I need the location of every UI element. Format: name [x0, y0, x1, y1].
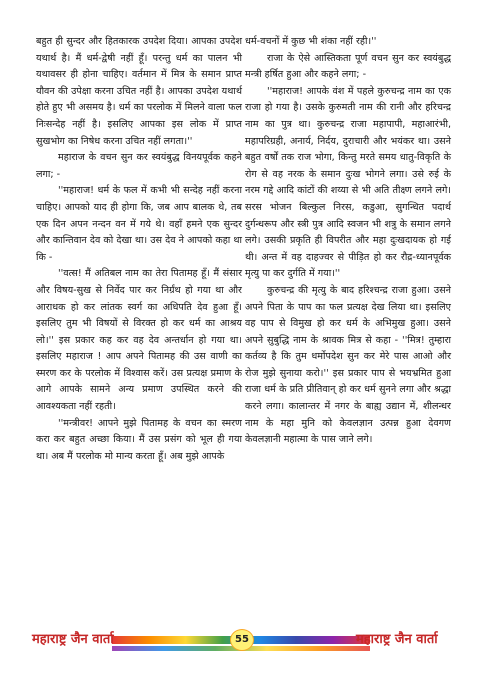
footer-title-right: महाराष्ट्र जैन वार्ता: [356, 632, 438, 647]
paragraph: ''वत्स! मैं अतिबल नाम का तेरा पितामह हूँ। मैं संसार और विषय-सुख से निर्वेद पार कर निर्ग्रंथ हो गया था और आराधक हो कर लांतक स्वर्ग का अधिपति देव हुआ हूँ। इसलिए तुम भी विषयों से विरक्त हो कर धर्म का आश्रय लो।'' इस प्रकार कह कर वह देव अन्तर्धान हो गया था। इसलिए महाराज ! आप अपने पितामह की उस वाणी का स्मरण कर के परलोक में विश्वास करें। उस प्रत्यक्ष प्रमाण के आगे आपके सामने अन्य प्रमाण उपस्थित करने की आवश्यकता नहीं रहती।: [36, 268, 242, 413]
page-footer: [0, 625, 482, 665]
paragraph: ''महाराज! धर्म के फल में कभी भी सन्देह नहीं करना चाहिए। आपको याद ही होगा कि, जब आप बालक थे, तब एक दिन अपन नन्दन वन में गये थे। वहाँ हमने एक सुन्दर और कान्तिवान देव को देखा था। उस देव ने आपको कहा था कि -: [36, 185, 242, 263]
left-column: [36, 34, 242, 465]
footer-title-left: महाराष्ट्र जैन वार्ता: [32, 632, 114, 647]
paragraph: ''महाराज! आपके वंश में पहले कुरुचन्द्र नाम का एक राजा हो गया है। उसके कुरुमती नाम की रानी और हरिचन्द्र नाम का पुत्र था। कुरुचन्द्र राजा महापापी, महाआरंभी, महापरिग्रही, अनार्य, निर्दय, दुराचारी और भयंकर था। उसने बहुत वर्षों तक राज भोगा, किन्तु मरते समय धातु-विकृति के रोग से वह नरक के समान दुःख भोगने लगा। उसे रुई के नरम गद्दे आदि कांटों की शय्या से भी अति तीक्ष्ण लगने लगे। सरस भोजन बिल्कुल निरस, कडुआ, सुगन्धित पदार्थ दुर्गन्धरूप और स्त्री पुत्र आदि स्वजन भी शत्रु के समान लगने लगे। उसकी प्रकृति ही विपरीत और महा दुःखदायक हो गई थी। अन्त में वह दाहज्वर से पीड़ित हो कर रौद्र-ध्यानपूर्वक मृत्यु पा कर दुर्गति में गया।'': [245, 85, 451, 280]
paragraph: धर्म-वचनों में कुछ भी शंका नहीं रही।'': [245, 36, 377, 47]
paragraph: राजा के ऐसे आस्तिकता पूर्ण वचन सुन कर स्वयंबुद्ध मन्त्री हर्षित हुआ और कहने लगा; -: [245, 52, 451, 81]
paragraph: ''मन्त्रीवर! आपने मुझे पितामह के वचन का स्मरण करा कर बहुत अच्छा किया। मैं उस प्रसंग को भूल ही गया था। अब मैं परलोक मो मान्य करता हूँ। अब मुझे आपके: [36, 417, 242, 462]
paragraph: कुरुचन्द्र की मृत्यु के बाद हरिश्चन्द्र राजा हुआ। उसने अपने पिता के पाप का फल प्रत्यक्ष देख लिया था। इसलिए वह पाप से विमुख हो कर धर्म के अभिमुख हुआ। उसने अपने सुबुद्धि नाम के श्रावक मित्र से कहा - ''मित्र! तुम्हारा कर्तव्य है कि तुम धर्मोपदेश सुन कर मेरे पास आओ और रोज मुझे सुनाया करो।'' इस प्रकार पाप से भयभ्रमित हुआ राजा धर्म के प्रति प्रीतिवान् हो कर धर्म सुनने लगा और श्रद्धा करने लगा। कालान्तर में नगर के बाह्य उद्यान में, शीलन्धर नाम के महा मुनि को केवलज्ञान उत्पन्न हुआ देवगण केवलज्ञानी महात्मा के पास जाने लगे।: [245, 284, 451, 446]
paragraph: महाराज के वचन सुन कर स्वयंबुद्ध विनयपूर्वक कहने लगा; -: [36, 152, 242, 180]
right-column: [245, 34, 451, 449]
page-number: 55: [230, 629, 254, 651]
paragraph: बहुत ही सुन्दर और हितकारक उपदेश दिया। आपका उपदेश यथार्थ है। मैं धर्म-द्वेषी नहीं हूँ। परन्तु धर्म का पालन भी यथावसर ही होना चाहिए। वर्तमान में मित्र के समान प्राप्त यौवन की उपेक्षा करना उचित नहीं है। आपका उपदेश यथार्थ होते हुए भी असमय है। धर्म का परलोक में मिलने वाला फल निःसन्देह नहीं है। इसलिए आपका इस लोक में प्राप्त सुखभोग का निषेध करना उचित नहीं लगता।'': [36, 36, 242, 147]
